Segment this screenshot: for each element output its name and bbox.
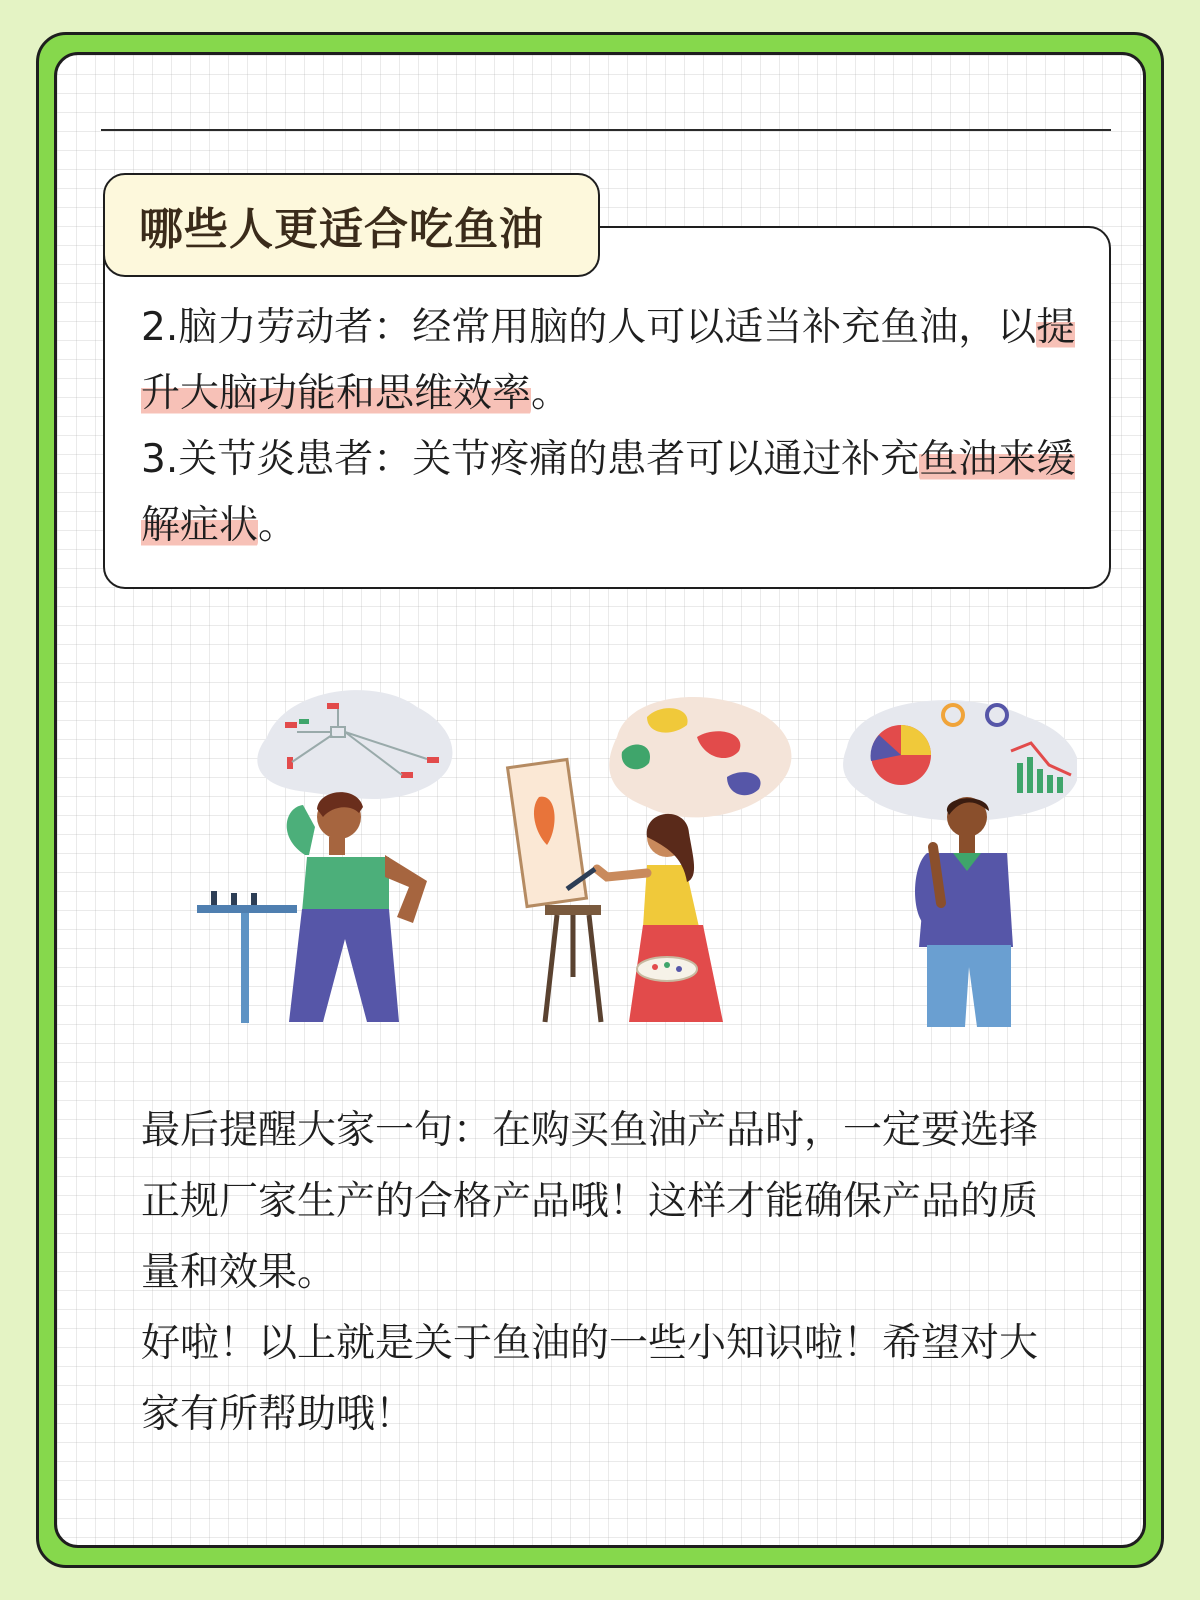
closing-paragraph: 好啦！以上就是关于鱼油的一些小知识啦！希望对大家有所帮助哦！	[141, 1321, 1039, 1437]
illustration-row	[127, 677, 1077, 1037]
item-arthritis	[141, 427, 1091, 559]
item-tail: 。	[258, 503, 298, 548]
item-tail: 。	[531, 371, 571, 416]
item-highlight: 鱼油来缓解症状	[141, 437, 1076, 548]
thinking-man-chart-icon	[843, 700, 1077, 1027]
section-title: 哪些人更适合吃鱼油	[139, 204, 544, 255]
item-lead: 3.关节炎患者：关节疼痛的患者可以通过补充	[141, 437, 920, 482]
item-lead: 2.脑力劳动者：经常用脑的人可以适当补充鱼油，以	[141, 305, 1037, 350]
painter-woman-icon	[508, 697, 792, 1022]
footer-text	[141, 1095, 1071, 1450]
confused-man-icon	[197, 690, 452, 1023]
section-title-tab	[103, 173, 600, 277]
item-highlight: 提升大脑功能和思维效率	[141, 305, 1076, 416]
top-divider	[101, 129, 1111, 131]
item-brain-workers	[141, 295, 1091, 427]
card-body	[141, 295, 1091, 559]
grid-paper	[54, 52, 1146, 1548]
reminder-paragraph: 最后提醒大家一句：在购买鱼油产品时，一定要选择正规厂家生产的合格产品哦！这样才能确保产品的质量和效果。	[141, 1108, 1039, 1295]
